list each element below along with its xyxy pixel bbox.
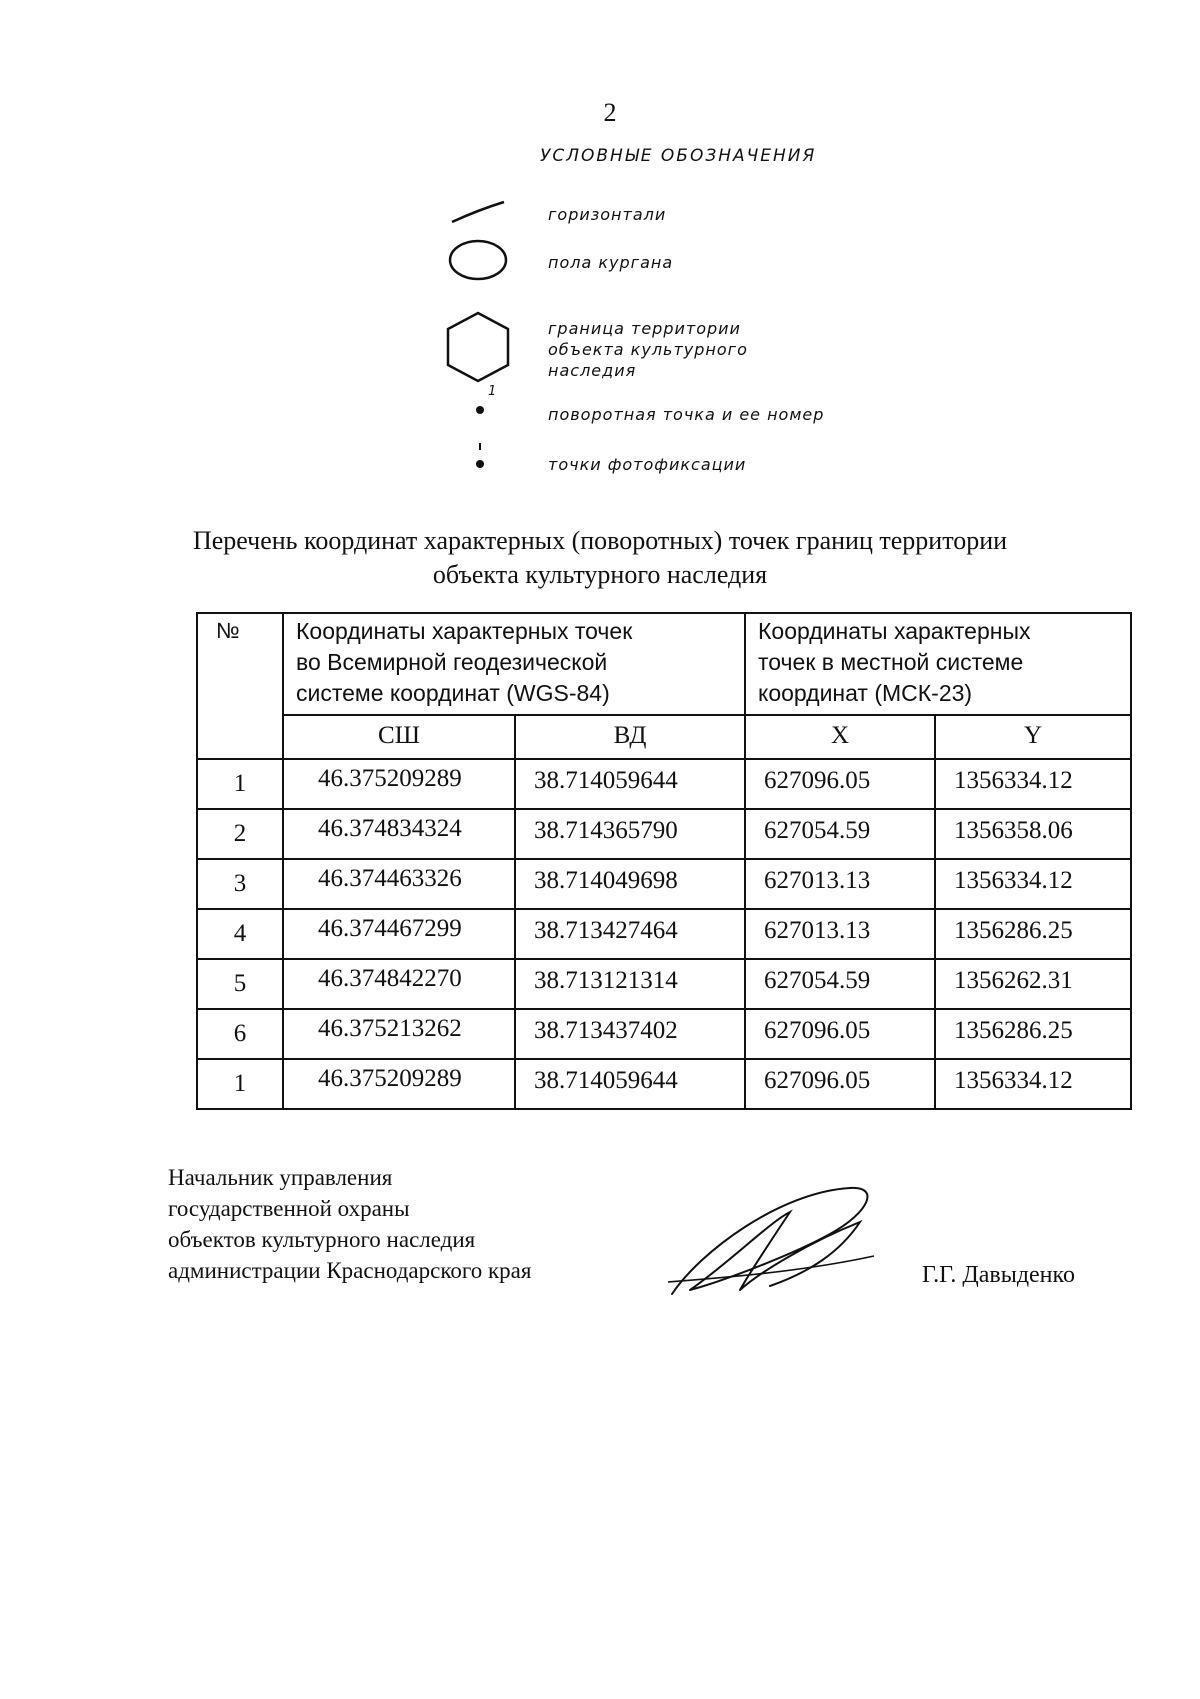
row-number-cell: 6: [197, 1009, 283, 1059]
signatory-name: Г.Г. Давыденко: [922, 1262, 1075, 1288]
contour-line-icon: [448, 198, 508, 228]
y-cell: 1356286.25: [935, 1009, 1131, 1059]
latitude-cell: 46.374842270: [283, 959, 515, 1009]
table-row: [197, 909, 1131, 959]
longitude-cell: 38.714059644: [515, 759, 745, 809]
page-number: 2: [603, 98, 617, 127]
row-number-cell: 4: [197, 909, 283, 959]
table-row: [197, 759, 1131, 809]
row-number-cell: 3: [197, 859, 283, 909]
legend-title: УСЛОВНЫЕ ОБОЗНАЧЕНИЯ: [540, 146, 817, 166]
latitude-cell: 46.374467299: [283, 909, 515, 959]
latitude-cell: 46.375213262: [283, 1009, 515, 1059]
longitude-cell: 38.713437402: [515, 1009, 745, 1059]
row-number-cell: 2: [197, 809, 283, 859]
handwritten-signature: [660, 1182, 890, 1302]
row-number-cell: 1: [197, 759, 283, 809]
longitude-cell: 38.714365790: [515, 809, 745, 859]
legend-label-boundary: граница территории объекта культурного наследия: [548, 319, 748, 380]
header-x: X: [745, 715, 935, 759]
x-cell: 627054.59: [745, 959, 935, 1009]
header-wgs84: Координаты характерных точек во Всемирной геодезической системе координат (WGS-84): [283, 613, 745, 715]
longitude-cell: 38.714049698: [515, 859, 745, 909]
header-msk23: Координаты характерных точек в местной системе координат (МСК-23): [745, 613, 1131, 715]
header-y: Y: [935, 715, 1131, 759]
table-row: [197, 1009, 1131, 1059]
row-number-cell: 1: [197, 1059, 283, 1109]
turning-point-number: 1: [488, 384, 497, 399]
table-heading: [140, 524, 1060, 592]
x-cell: 627013.13: [745, 909, 935, 959]
signatory-position: Начальник управления государственной охраны объектов культурного наследия администрации Краснодарского края: [168, 1165, 532, 1283]
y-cell: 1356334.12: [935, 759, 1131, 809]
y-cell: 1356262.31: [935, 959, 1131, 1009]
x-cell: 627096.05: [745, 1009, 935, 1059]
table-row: [197, 859, 1131, 909]
longitude-cell: 38.714059644: [515, 1059, 745, 1109]
table-subheader-row: [197, 715, 1131, 759]
x-cell: 627096.05: [745, 1059, 935, 1109]
header-longitude: ВД: [515, 715, 745, 759]
table-heading-line-1: Перечень координат характерных (поворотных) точек границ территории: [192, 526, 1008, 555]
legend-label-turning-point: поворотная точка и ее номер: [548, 405, 825, 424]
coordinates-table: [196, 612, 1132, 1110]
legend-label-mound: пола кургана: [548, 253, 674, 272]
x-cell: 627054.59: [745, 809, 935, 859]
y-cell: 1356334.12: [935, 1059, 1131, 1109]
hexagon-icon: [444, 310, 512, 384]
table-row: [197, 809, 1131, 859]
table-row: [197, 959, 1131, 1009]
turning-point-icon: [470, 400, 490, 420]
legend-label-photo-points: точки фотофиксации: [548, 455, 747, 474]
header-number: №: [197, 613, 283, 759]
row-number-cell: 5: [197, 959, 283, 1009]
latitude-cell: 46.375209289: [283, 759, 515, 809]
x-cell: 627013.13: [745, 859, 935, 909]
table-header-row: [197, 613, 1131, 715]
longitude-cell: 38.713427464: [515, 909, 745, 959]
ellipse-icon: [446, 236, 510, 284]
table-heading-line-2: объекта культурного наследия: [432, 560, 768, 589]
x-cell: 627096.05: [745, 759, 935, 809]
latitude-cell: 46.374463326: [283, 859, 515, 909]
photo-point-icon: [470, 440, 490, 474]
legend-label-contours: горизонтали: [548, 205, 667, 224]
latitude-cell: 46.374834324: [283, 809, 515, 859]
header-latitude: СШ: [283, 715, 515, 759]
latitude-cell: 46.375209289: [283, 1059, 515, 1109]
table-row: [197, 1059, 1131, 1109]
y-cell: 1356358.06: [935, 809, 1131, 859]
y-cell: 1356286.25: [935, 909, 1131, 959]
y-cell: 1356334.12: [935, 859, 1131, 909]
longitude-cell: 38.713121314: [515, 959, 745, 1009]
